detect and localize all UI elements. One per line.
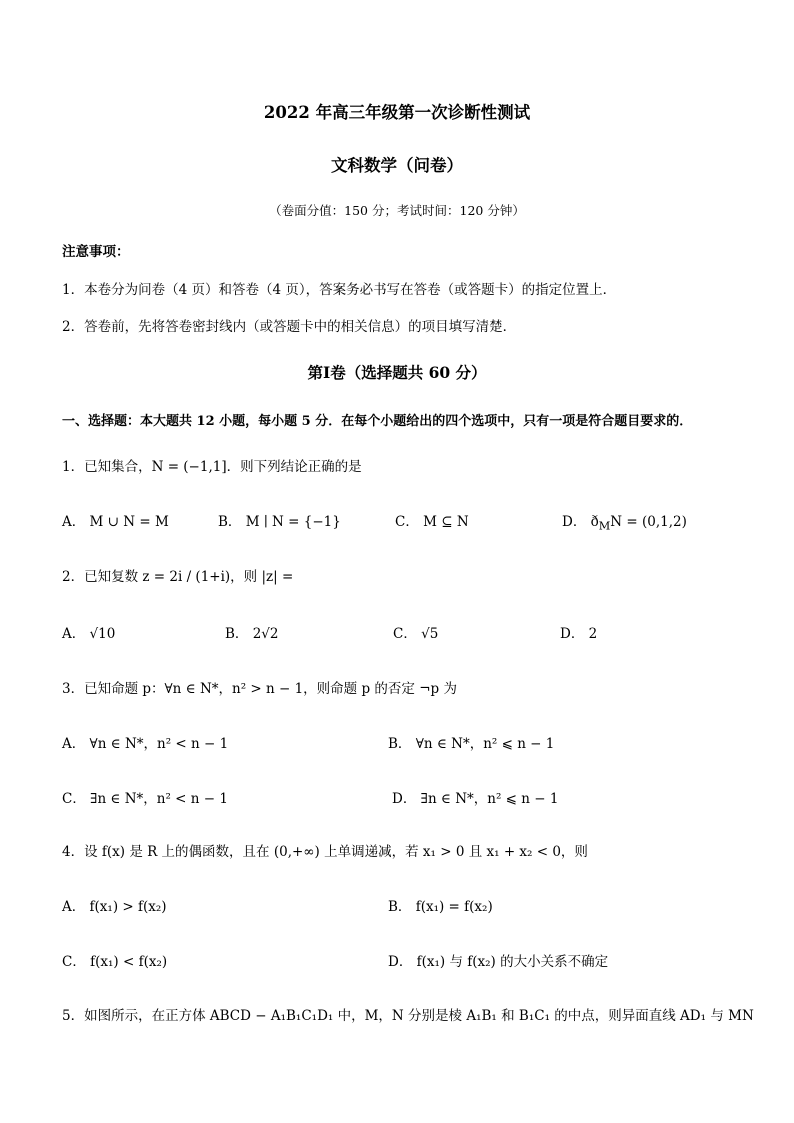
question-3-stem: 3．已知命题 p：∀n ∈ N*，n² > n − 1，则命题 p 的否定 ¬p 为 <box>62 681 457 697</box>
question-4-option-c: C． f(x₁) < f(x₂) <box>62 954 168 970</box>
question-3-option-b: B． ∀n ∈ N*，n² ⩽ n − 1 <box>388 736 555 752</box>
question-2-option-b: B． 2√2 <box>225 626 279 642</box>
question-1-option-b: B． M ∣ N = {−1} <box>218 514 341 530</box>
question-2-option-a: A． √10 <box>62 626 116 642</box>
note-item-1: 1．本卷分为问卷（4 页）和答卷（4 页），答案务必书写在答卷（或答题卡）的指定位置上． <box>62 282 617 298</box>
question-3-option-d: D． ∃n ∈ N*，n² ⩽ n − 1 <box>392 791 559 807</box>
question-1-option-d: D． $ð_MN = (0,1,2)$ <box>562 514 687 533</box>
question-1-option-c: C． M ⊆ N <box>395 514 469 530</box>
question-4-stem: 4．设 f(x) 是 R 上的偶函数，且在 (0,+∞) 上单调递减，若 x₁ > 0 且 x₁ + x₂ < 0，则 <box>62 844 588 860</box>
question-1-option-a: A． M ∪ N = M <box>62 514 169 530</box>
question-3-option-a: A． ∀n ∈ N*，n² < n − 1 <box>62 736 229 752</box>
question-4-option-a: A． f(x₁) > f(x₂) <box>62 899 167 915</box>
question-5-stem: 5．如图所示，在正方体 ABCD − A₁B₁C₁D₁ 中，M，N 分别是棱 A₁B₁ 和 B₁C₁ 的中点，则异面直线 AD₁ 与 MN <box>62 1008 754 1024</box>
question-3-option-c: C． ∃n ∈ N*，n² < n − 1 <box>62 791 228 807</box>
question-1-stem: 1．已知集合，N = (−1,1]．则下列结论正确的是 <box>62 459 362 475</box>
question-4-option-d: D． f(x₁) 与 f(x₂) 的大小关系不确定 <box>388 954 609 970</box>
note-item-2: 2．答卷前，先将答卷密封线内（或答题卡中的相关信息）的项目填写清楚． <box>62 319 517 335</box>
notes-heading: 注意事项： <box>62 244 130 260</box>
section-instruction: 一、选择题：本大题共 12 小题，每小题 5 分．在每个小题给出的四个选项中，只有一项是符合题目要求的． <box>62 414 693 429</box>
question-4-option-b: B． f(x₁) = f(x₂) <box>388 899 493 915</box>
exam-subtitle: 文科数学（问卷） <box>331 156 463 175</box>
section-title: 第Ⅰ卷（选择题共 60 分） <box>307 363 487 382</box>
exam-info: （卷面分值：150 分；考试时间：120 分钟） <box>269 203 525 218</box>
question-2-stem: 2．已知复数 z = 2i / (1+i)，则 |z| = <box>62 569 294 585</box>
exam-title: 2022 年高三年级第一次诊断性测试 <box>263 103 531 122</box>
question-2-option-d: D． 2 <box>560 626 598 642</box>
question-2-option-c: C． √5 <box>393 626 439 642</box>
